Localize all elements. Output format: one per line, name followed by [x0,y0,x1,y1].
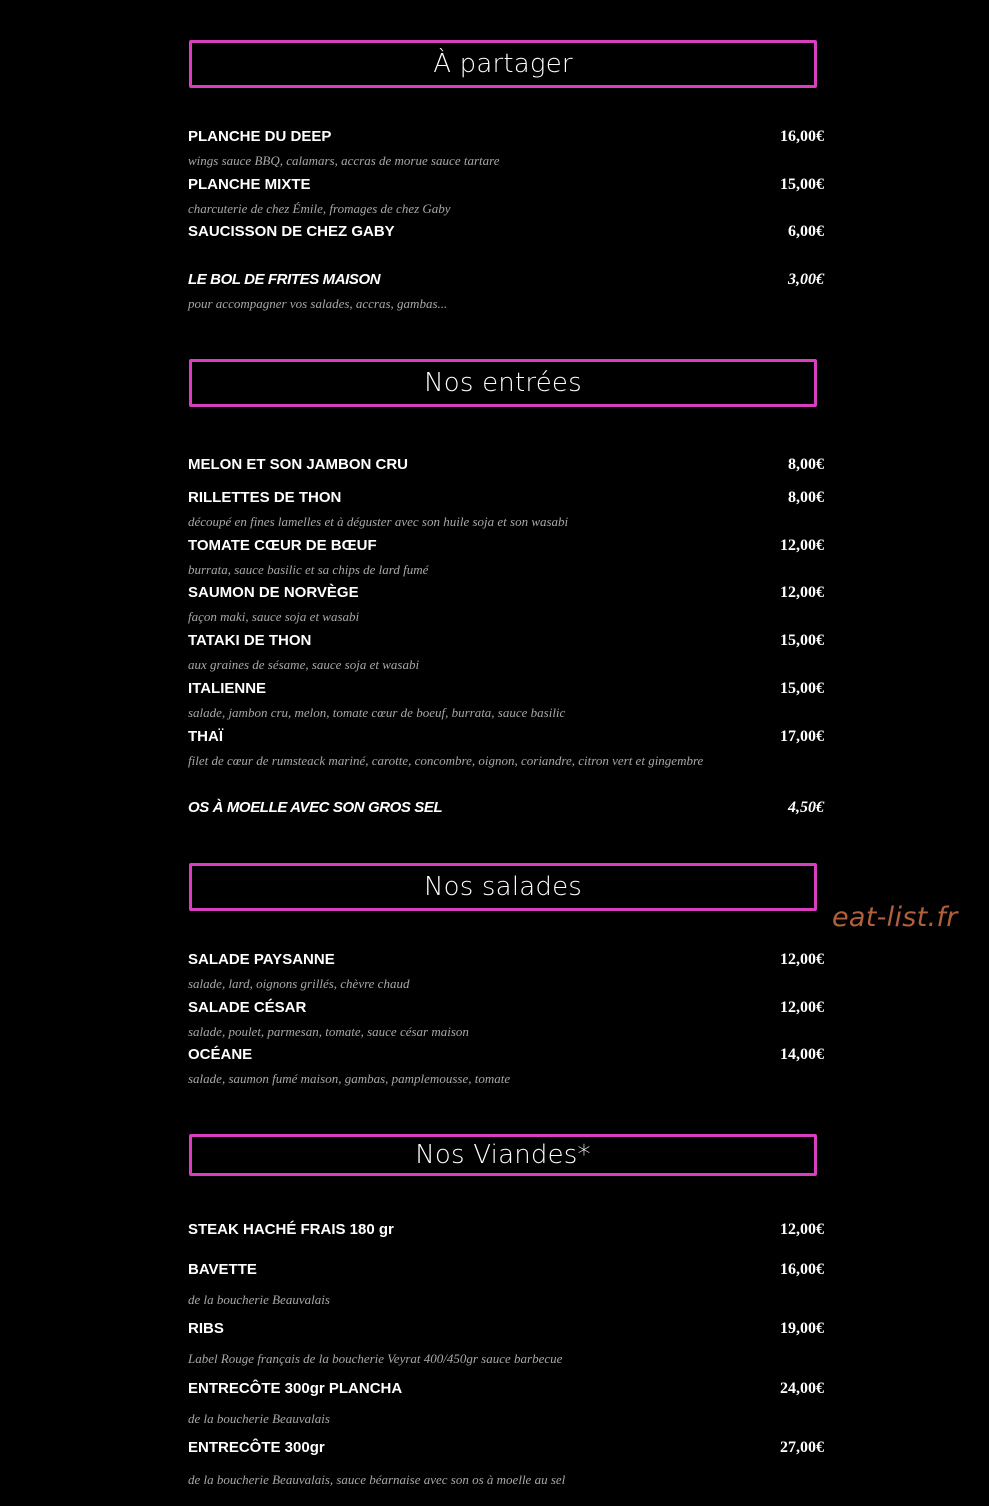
item-price: 6,00€ [788,223,824,240]
item-description: façon maki, sauce soja et wasabi [188,609,360,624]
item-name: RILLETTES DE THON [188,489,342,506]
item-name: THAÏ [188,728,223,745]
section-header-nos-salades [189,863,817,911]
item-price: 24,00€ [780,1380,824,1397]
item-description: salade, saumon fumé maison, gambas, pamplemousse, tomate [188,1071,511,1086]
item-name: RIBS [188,1320,224,1337]
item-name: OCÉANE [188,1046,253,1063]
item-price: 12,00€ [780,1221,824,1238]
item-name: SAUMON DE NORVÈGE [188,584,359,601]
item-name: SALADE CÉSAR [188,999,307,1016]
watermark: eat-list.fr [832,902,958,933]
section-header-a-partager [189,40,817,88]
item-name: ENTRECÔTE 300gr [188,1439,325,1456]
item-price: 12,00€ [780,951,824,968]
item-name: BAVETTE [188,1261,257,1278]
item-description: salade, jambon cru, melon, tomate cœur de boeuf, burrata, sauce basilic [188,705,566,720]
section-title: À partager [433,49,573,79]
item-name: ITALIENNE [188,680,267,697]
item-price: 15,00€ [780,176,824,193]
item-description: de la boucherie Beauvalais [188,1292,330,1307]
item-description: burrata, sauce basilic et sa chips de lard fumé [188,562,429,577]
section-header-nos-viandes [189,1134,817,1176]
section-header-nos-entrees [189,359,817,407]
item-description: Label Rouge français de la boucherie Veyrat 400/450gr sauce barbecue [188,1351,563,1366]
item-name: ENTRECÔTE 300gr PLANCHA [188,1380,403,1397]
item-price: 16,00€ [780,1261,824,1278]
item-description: de la boucherie Beauvalais, sauce béarnaise avec son os à moelle au sel [188,1472,566,1487]
item-name: TATAKI DE THON [188,632,312,649]
item-price: 27,00€ [780,1439,824,1456]
item-name: PLANCHE DU DEEP [188,128,332,145]
item-description: salade, lard, oignons grillés, chèvre chaud [188,976,410,991]
item-price: 16,00€ [780,128,824,145]
item-price: 8,00€ [788,489,824,506]
item-price: 12,00€ [780,537,824,554]
item-description: aux graines de sésame, sauce soja et wasabi [188,657,420,672]
item-description: salade, poulet, parmesan, tomate, sauce césar maison [188,1024,469,1039]
item-name: SALADE PAYSANNE [188,951,335,968]
item-name: TOMATE CŒUR DE BŒUF [188,537,377,554]
item-price: 12,00€ [780,999,824,1016]
item-description: charcuterie de chez Émile, fromages de chez Gaby [188,201,451,216]
item-description: de la boucherie Beauvalais [188,1411,330,1426]
item-name: LE BOL DE FRITES MAISON [188,271,381,288]
item-name: MELON ET SON JAMBON CRU [188,456,409,473]
item-description: découpé en fines lamelles et à déguster avec son huile soja et son wasabi [188,514,569,529]
section-title: Nos salades [423,872,583,902]
item-price: 12,00€ [780,584,824,601]
item-price: 3,00€ [788,271,824,288]
item-description: wings sauce BBQ, calamars, accras de morue sauce tartare [188,153,500,168]
item-price: 4,50€ [788,799,824,816]
item-price: 15,00€ [780,680,824,697]
item-description: filet de cœur de rumsteack mariné, carotte, concombre, oignon, coriandre, citron vert et gingembre [188,753,704,768]
section-title: Nos Viandes* [415,1140,591,1170]
section-title: Nos entrées [424,368,582,398]
item-price: 14,00€ [780,1046,824,1063]
item-name: PLANCHE MIXTE [188,176,311,193]
item-name: STEAK HACHÉ FRAIS 180 gr [188,1221,394,1238]
item-price: 8,00€ [788,456,824,473]
item-price: 19,00€ [780,1320,824,1337]
item-name: SAUCISSON DE CHEZ GABY [188,223,395,240]
item-description: pour accompagner vos salades, accras, gambas... [188,296,448,311]
item-price: 15,00€ [780,632,824,649]
item-price: 17,00€ [780,728,824,745]
item-name: OS À MOELLE AVEC SON GROS SEL [188,799,443,816]
